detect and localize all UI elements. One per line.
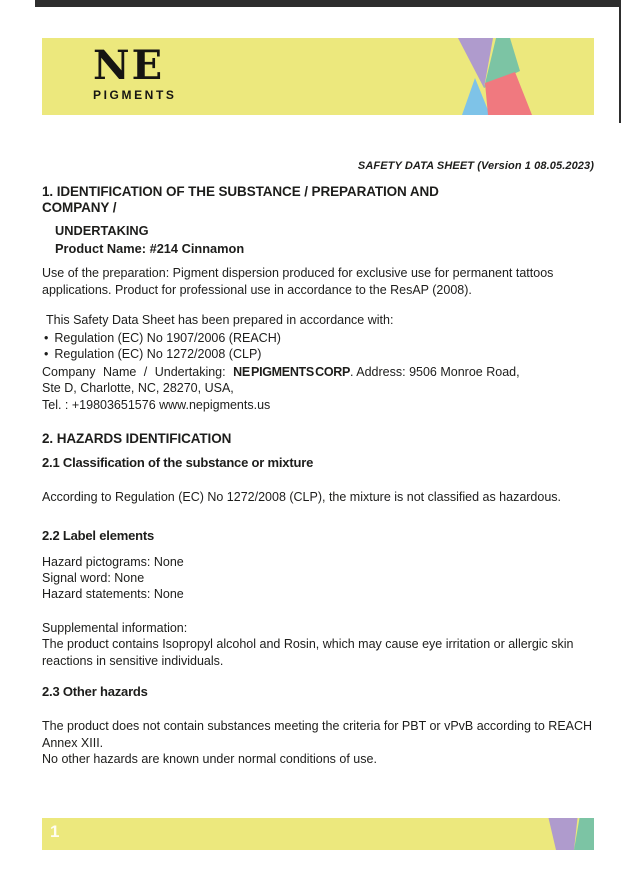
supplemental-information-text: The product contains Isopropyl alcohol and Rosin, which may cause eye irritation or allergic skin reactions in sensitive individuals. bbox=[42, 637, 574, 668]
prepared-in-accordance-line: This Safety Data Sheet has been prepared in accordance with: bbox=[46, 313, 394, 327]
top-border-line bbox=[35, 0, 621, 7]
supplemental-information-label: Supplemental information: bbox=[42, 621, 188, 636]
document-body bbox=[42, 115, 594, 768]
company-line1 bbox=[42, 364, 594, 380]
product-name: Product Name: #214 Cinnamon bbox=[55, 241, 245, 256]
label-elements-list bbox=[42, 554, 594, 602]
subsection-21-heading: 2.1 Classification of the substance or mixture bbox=[42, 454, 314, 470]
company-name: NE PIGMENTS CORP bbox=[233, 365, 351, 379]
footer-purple-shape bbox=[549, 818, 578, 850]
bullet-dot-icon: • bbox=[44, 347, 49, 361]
section2-heading: 2. HAZARDS IDENTIFICATION bbox=[42, 431, 232, 447]
regulation-bullet-text: Regulation (EC) No 1272/2008 (CLP) bbox=[54, 347, 262, 361]
use-of-preparation-paragraph: Use of the preparation: Pigment dispersion produced for exclusive use for permanent tattoos applications. Product for professional use in accordance to the ResAP (2008). bbox=[42, 266, 554, 297]
company-label: Company Name / Undertaking: bbox=[42, 365, 234, 379]
regulation-bullet-list bbox=[42, 330, 594, 362]
footer-banner bbox=[42, 818, 594, 850]
company-info-block bbox=[42, 364, 594, 413]
other-hazards-paragraph1: The product does not contain substances meeting the criteria for PBT or vPvB according to REACH Annex XIII. bbox=[42, 719, 593, 750]
bullet-dot-icon: • bbox=[44, 331, 49, 345]
sheet-title: SAFETY DATA SHEET (Version 1 08.05.2023) bbox=[357, 160, 594, 172]
regulation-bullet-text: Regulation (EC) No 1907/2006 (REACH) bbox=[54, 331, 281, 345]
logo-ne-text: NE bbox=[93, 42, 165, 89]
decorative-triangles-graphic bbox=[450, 38, 562, 115]
section1-heading-line2: COMPANY / bbox=[42, 199, 117, 215]
section1-heading bbox=[42, 184, 594, 215]
logo-pigments-text: PIGMENTS bbox=[93, 88, 177, 102]
regulation-bullet-item bbox=[42, 346, 594, 362]
subsection-22-heading: 2.2 Label elements bbox=[42, 528, 155, 544]
header-banner bbox=[42, 38, 594, 115]
footer-decorative-triangles-graphic bbox=[546, 818, 594, 850]
hazard-statements-line: Hazard statements: None bbox=[42, 587, 184, 602]
other-hazards-paragraph2: No other hazards are known under normal conditions of use. bbox=[42, 752, 377, 767]
hazard-pictograms-line: Hazard pictograms: None bbox=[42, 555, 184, 570]
page-number: 1 bbox=[50, 822, 60, 841]
classification-paragraph: According to Regulation (EC) No 1272/2008 (CLP), the mixture is not classified as hazardous. bbox=[42, 489, 562, 504]
section1-heading-line1: 1. IDENTIFICATION OF THE SUBSTANCE / PREPARATION AND bbox=[42, 184, 439, 199]
subsection-23-heading: 2.3 Other hazards bbox=[42, 684, 148, 700]
footer-teal-shape bbox=[574, 818, 594, 850]
ne-pigments-logo bbox=[93, 42, 177, 102]
company-line3: Tel. : +19803651576 www.nepigments.us bbox=[42, 397, 271, 412]
regulation-bullet-item bbox=[42, 330, 594, 346]
company-address: . Address: 9506 Monroe Road, bbox=[350, 365, 520, 379]
undertaking-label: UNDERTAKING bbox=[55, 223, 149, 238]
signal-word-line: Signal word: None bbox=[42, 571, 145, 586]
company-line2: Ste D, Charlotte, NC, 28270, USA, bbox=[42, 381, 234, 396]
